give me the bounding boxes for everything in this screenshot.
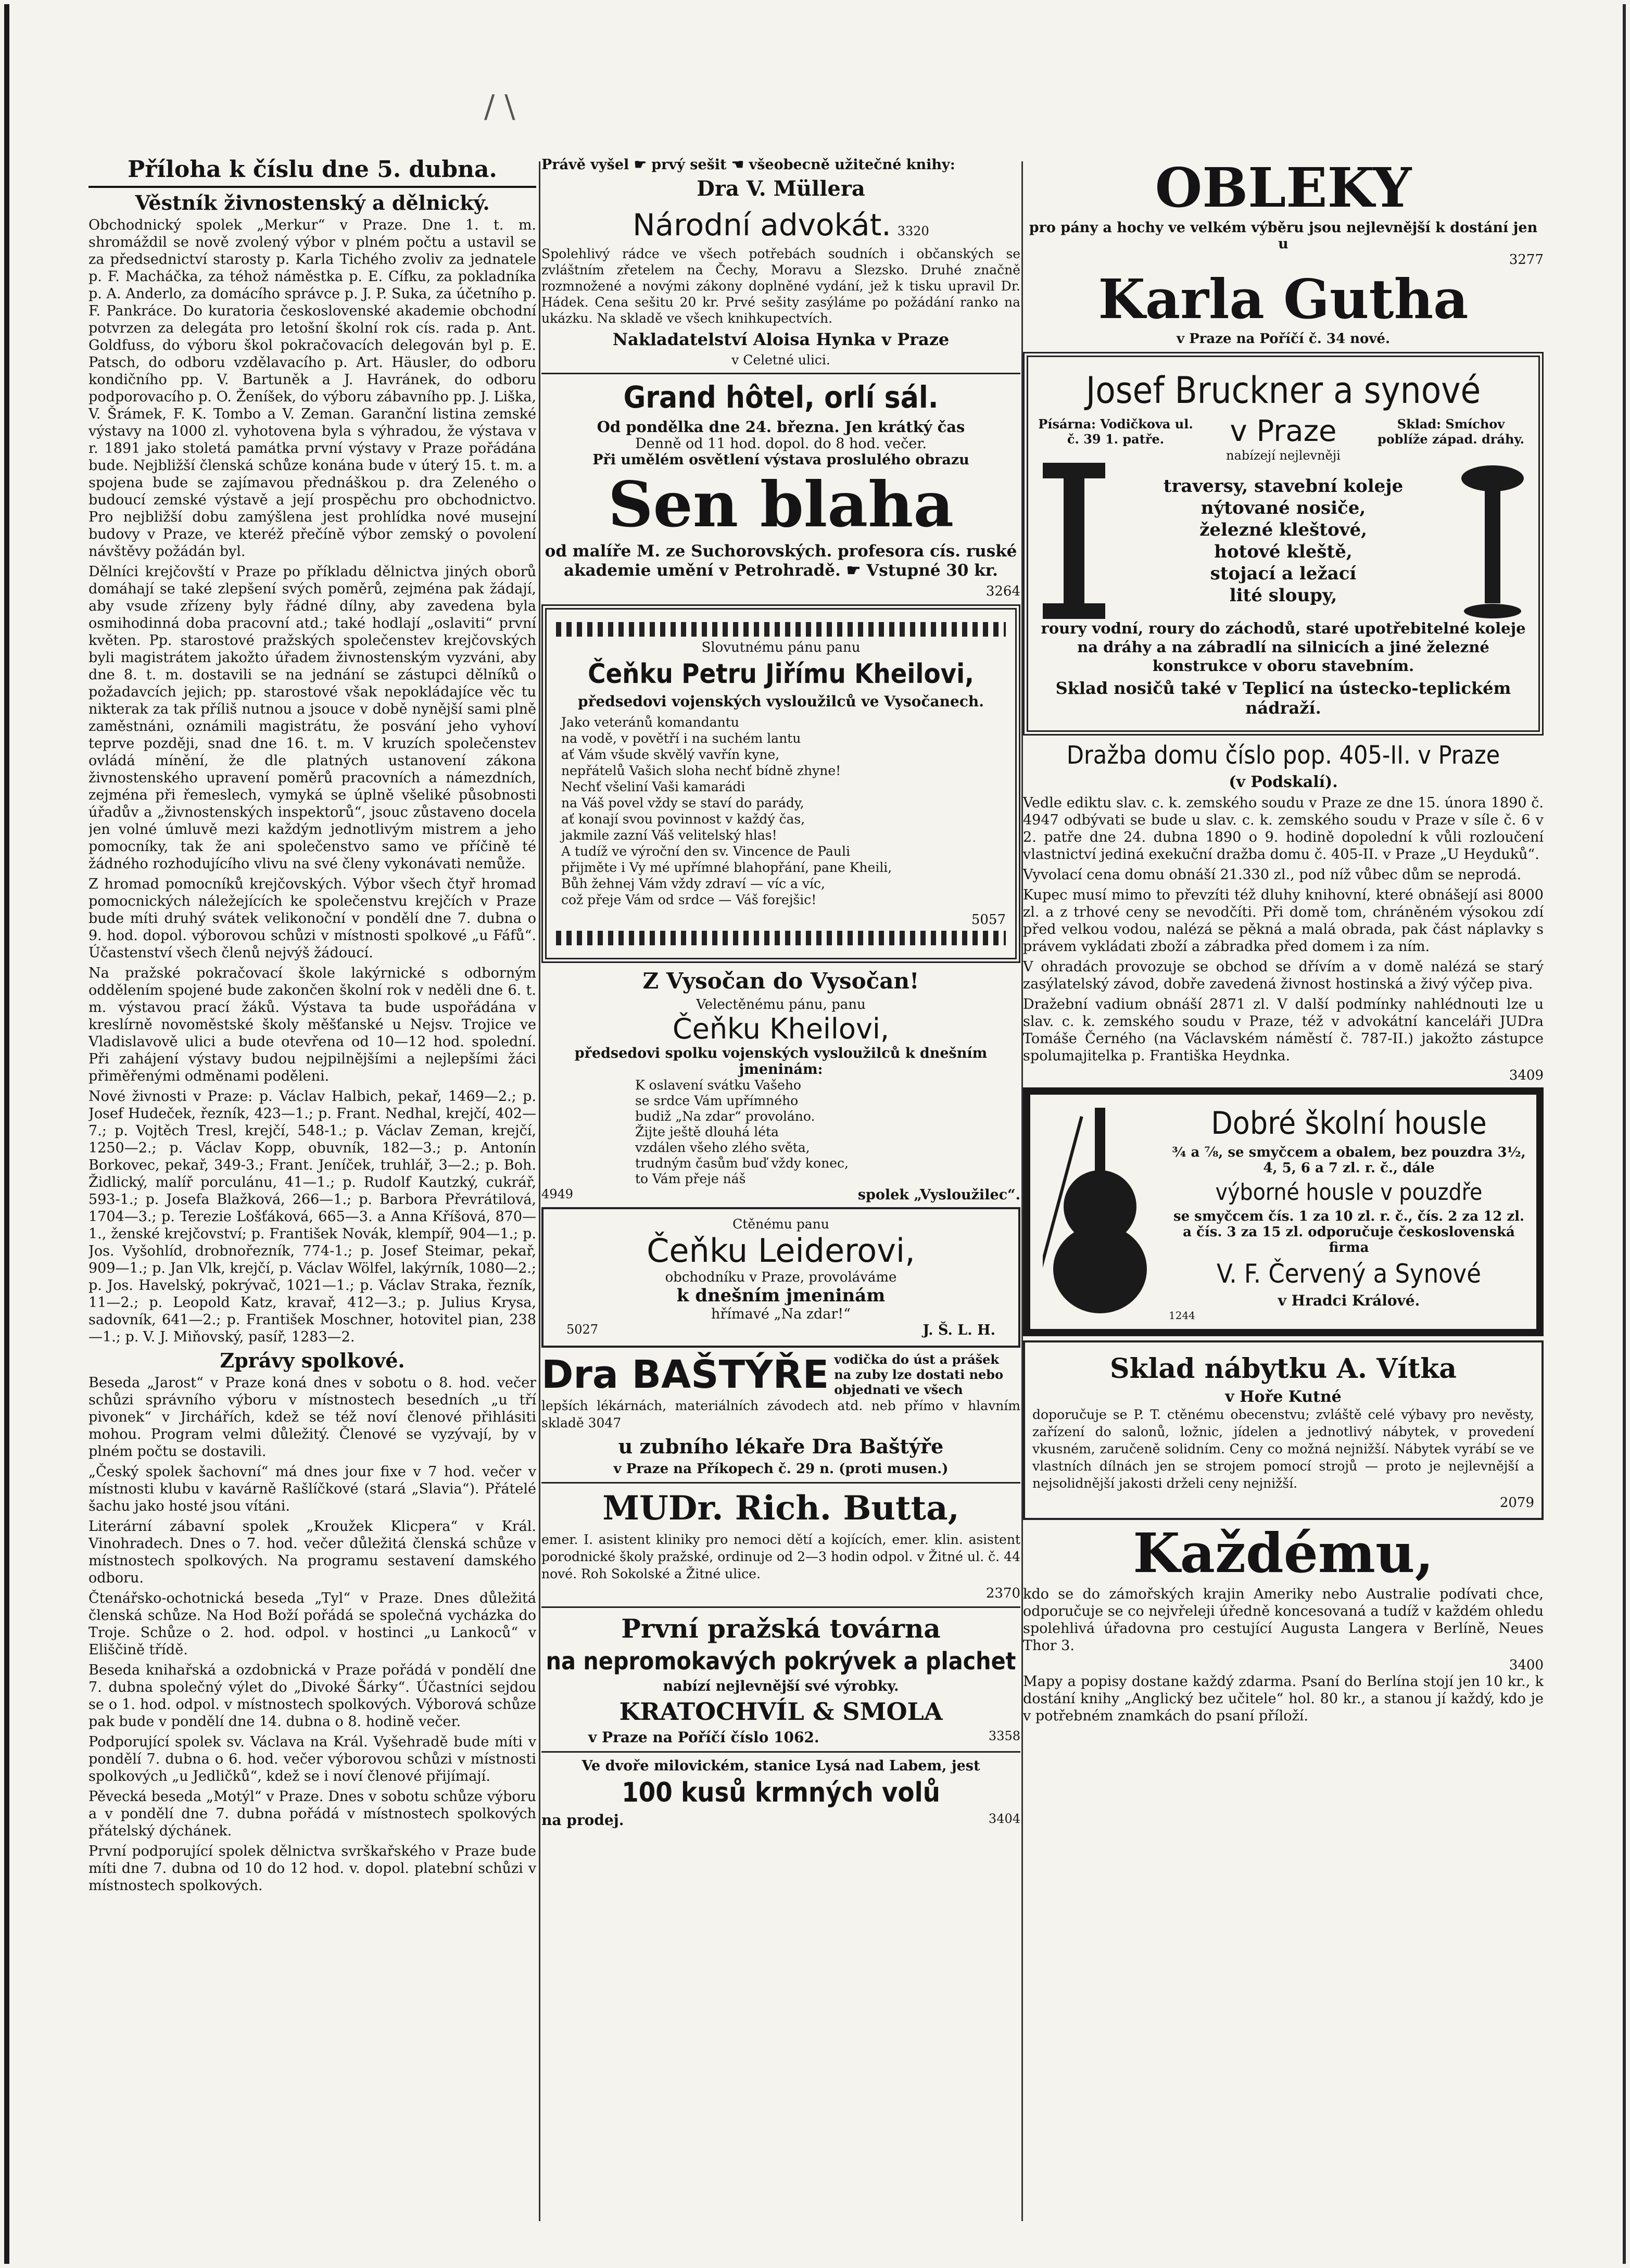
bruckner-name: Josef Bruckner a synové — [1085, 369, 1481, 412]
ad-kazdemu — [1023, 1521, 1544, 1725]
ad-muller — [541, 156, 1020, 368]
auction-number: 3409 — [1509, 1068, 1544, 1083]
auction-p3: Kupec musí mimo to převzíti též dluhy knihovní, které obnášejí asi 8000 zl. a z trhové ceny se nevodčíti. Při domě tom, chráněném výsokou zdí před velkou vodou, nalézá se pěkná a malá obrada, pak část náplavky s právem vykládati zboží a zábradka před domem i za ním. — [1023, 887, 1544, 955]
violin-line-2: výborné housle v pouzdře — [1215, 1179, 1483, 1206]
article-motyl: Pěvecká beseda „Motýl“ v Praze. Dnes v sobotu schůze výboru a v pondělí dne 7. dubna pořádá v místnostech spolkových přátelský dýchánek. — [89, 1789, 536, 1839]
divider — [541, 1606, 1020, 1608]
ad-cattle — [541, 1758, 1020, 1829]
kheil-name: Čeňku Petru Jiřímu Kheilovi, — [588, 658, 974, 690]
column-ads-right — [1023, 156, 1544, 2226]
column-rule-1 — [539, 161, 540, 2221]
kazdemu-title: Každému, — [1133, 1521, 1434, 1585]
article-chess: „Český spolek šachovní“ má dnes jour fixe v 7 hod. večer v místnosti klubu v kavárně Rašlíčkové (stará „Slavia“). Přátelé šachu jako hosté jsou vítáni. — [89, 1464, 536, 1514]
ad-auction — [1023, 741, 1544, 1083]
vysocany-title: Z Vysočan do Vysočan! — [642, 968, 919, 994]
article-tailor-assistants: Z hromad pomocníků krejčovských. Výbor všech čtyř hromad pomocnických náležejících ke společenstvu krejčích v Praze bude míti druhý svátek velikonoční v pondělí dne 7. dubna o 9. hod. dopol. výborovou schůzi v místnosti spolkové „u Fáfů“. Účastenství všech členů nejvýš žádoucí. — [89, 876, 536, 961]
hotel-line-1: Od pondělka dne 24. března. Jen krátký čas — [597, 418, 965, 436]
violin-firm: V. F. Červený a Synové — [1217, 1259, 1481, 1289]
factory-title: První pražská továrna — [621, 1613, 941, 1644]
ad-vitek — [1023, 1340, 1544, 1520]
obleky-title: OBLEKY — [1155, 156, 1412, 220]
hotel-line-2: Denně od 11 hod. dopol. do 8 hod. večer. — [635, 436, 927, 452]
auction-p5: Dražební vadium obnáší 2871 zl. V další podmínky nahlédnouti lze u slav. c. k. zemského soudu v Praze, též v advokátní kanceláři JUDra Tomáše Černého (na Václavském náměstí č. 787-II.) jakožto zástupce spolumajitelka p. Františka Heydnka. — [1023, 996, 1544, 1064]
muller-author: Dra V. Müllera — [697, 176, 865, 201]
bruckner-city: v Praze — [1230, 414, 1337, 448]
ad-violins — [1023, 1087, 1544, 1336]
leider-line-4: hřímavé „Na zdar!“ — [711, 1306, 851, 1322]
obleky-address: v Praze na Poříčí č. 34 nové. — [1176, 331, 1391, 347]
column-news — [89, 156, 536, 2226]
hotel-number: 3264 — [985, 584, 1020, 599]
article-tailors: Dělníci krejčovští v Praze po příkladu dělnictva jiných oborů domáhají se také zlepšení svých poměrů, zejména pak žádají, aby vsude zřízeny byly řádné dílny, aby zavedena byla osmihodinná doba pracovní atd.; také hodlají „oslaviti“ první květen. Pp. starostové pražských společenstev krejčovských byli magistrátem jakožto úřadem živnostenským vyzváni, aby dne 8. t. m. dostavili se na jednání se zástupci dělníků o požadavcích jejich; pp. starostové však nepokládajíce věc tu nikterak za tak příliš nutnou a jsouce v době nynější sami plně zaměstnáni, oznámili magistrátu, že posvání jeho vyhoví teprve později, snad dne 16. t. m. V kruzích společenstev ovládá mínění, že dle platných ustanovení zákona živnostenského upravení poměrů pracovních a námezdních, zejména při řemeslech, vymyká se úplně všeliké působnosti úřadův a „živnostenských inspektorů“, jsouc zůstaveno docela jen volné úmluvě mezi každým jednotlivým mistrem a jeho pomocníky, tak že ani společenstvo samo ve příčině té žádného rozhodujícího vlivu na své členy vykonávati nemůže. — [89, 564, 536, 872]
kazdemu-text-2: Mapy a popisy dostane každý zdarma. Psaní do Berlína stojí jen 10 kr., k dostání knihy „Anglický bez učitele“ hol. 80 kr., a stanou jí každý, kdo je v potřebném znamkách do psaní příloží. — [1023, 1674, 1544, 1724]
muller-number: 3320 — [897, 224, 929, 238]
vysocany-number: 4949 — [541, 1187, 574, 1201]
ad-vysocany — [541, 968, 1020, 1203]
factory-address: v Praze na Poříčí číslo 1062. — [588, 1729, 819, 1746]
violin-title: Dobré školní housle — [1211, 1105, 1487, 1142]
auction-p2: Vyvolací cena domu obnáší 21.330 zl., pod níž vůbec dům se neprodá. — [1023, 867, 1522, 883]
ad-bruckner — [1023, 352, 1544, 736]
muller-text: Spolehlivý rádce ve všech potřebách soudních i občanských se zvláštním zřetelem na Čechy, Moravu a Slezsko. Druhé značně rozmnožené a novými zákony doplněné vydání, jež k tisku upravil Dr. Hádek. Cena sešitu 20 kr. Prvé sešity zasýláme po požádání ranko na ukázku. Na skladě ve všech knihkupectvích. — [541, 246, 1020, 326]
bruckner-store: Sklad: Smíchov poblíže západ. dráhy. — [1377, 416, 1524, 447]
divider — [541, 373, 1020, 374]
muller-street: v Celetné ulici. — [731, 352, 830, 368]
article-new-trades: Nové živnosti v Praze: p. Václav Halbich, pekař, 1469—2.; p. Josef Hudeček, řezník, 423—1.; p. Frant. Nedhal, krejčí, 402—7.; p. Vojtěch Tresl, krejčí, 548-1.; p. Václav Zeman, krejčí, 1250—2.; p. Václav Kopp, obuvník, 182—3.; p. Antonín Borkovec, pekař, 349-3.; Frant. Jeníček, truhlář, 3—2.; p. Boh. Židlický, malíř porculánu, 41—1.; p. Rudolf Kautzký, cukrář, 593-1.; p. Josefa Blažková, 266—1.; p. Barbora Převrátilová, 1704—3.; p. Terezie Lošťáková, 665—3. a Anna Kříšová, 870—1., ženské krejčovství; p. František Novák, klempíř, 904—1.; p. Jos. Vyšohlíd, drobnořezník, 774-1.; p. Josef Steimar, pekař, 909—1.; p. Jan Vlk, krejčí, p. Václav Wölfel, lakýrník, 1080—2.; p. Jos. Havelský, pokrývač, 1021—1.; p. Václav Straka, řezník, 11—2.; p. Leopold Katz, kravař, 412—3.; p. Julius Krysa, sadovník, 641—2.; p. František Moschner, hotovitel pian, 238—1.; p. V. J. Miňovský, pasíř, 1283—2. — [89, 1088, 536, 1345]
violin-city: v Hradci Králové. — [1278, 1292, 1420, 1309]
bastyr-line-2: u zubního lékaře Dra Baštýře — [618, 1435, 944, 1458]
violin-line-1: ¾ a ⅞, se smyčcem a obalem, bez pouzdra 3½, 4, 5, 6 a 7 zl. r. č., dále — [1172, 1145, 1526, 1176]
column-ads-middle — [541, 156, 1020, 2226]
bruckner-text: roury vodní, roury do záchodů, staré upotřebitelné koleje na dráhy a na zábradlí na silnicích a jiné železné konstrukce v oboru stavebním. — [1041, 619, 1526, 675]
cattle-headline: 100 kusů krmných volů — [622, 1777, 940, 1808]
ad-grand-hotel — [541, 379, 1020, 599]
cattle-number: 3404 — [988, 1811, 1020, 1826]
factory-line-1: nabízí nejlevnější své výrobky. — [663, 1678, 899, 1694]
article-lacquer-school: Na pražské pokračovací škole lakýrnické s odborným oddělením spojené bude zakončen školní rok v neděli dne 6. t. m. výstavou prací žáků. Výstava ta bude uspořádána v kreslírně novoměstské školy měšťanské u Nejsv. Trojice ve Vladislavově ulici a bude otevřena od 10—12 hod. spolední. Při zahájení výstavy budou nejpilnějšími a nejlepšími žáci přiměřenými odměnami poděleni. — [89, 965, 536, 1084]
page-mark: / \ — [484, 88, 515, 125]
vysocany-name: Čeňku Kheilovi, — [672, 1012, 890, 1045]
kazdemu-number: 3400 — [1509, 1657, 1544, 1673]
kazdemu-text: kdo se do zámořských krajin Ameriky nebo Australie podívati chce, odporučuje se co nejvřeleji úředně koncesovaná a tudíž v každém ohledu spolehlivá úřadovna pro cestující Augusta Langera v Berlíně, Neues Thor 3. — [1023, 1586, 1544, 1654]
auction-subtitle: (v Podskalí). — [1229, 773, 1338, 791]
greek-key-border — [556, 931, 1006, 945]
obleky-line-1: pro pány a hochy ve velkém výběru jsou nejlevnější k dostání jen u — [1029, 220, 1538, 252]
leider-line-3: k dnešním jmeninám — [676, 1285, 886, 1306]
leider-signature: J. Š. L. H. — [923, 1322, 995, 1338]
vitek-text: doporučuje se P. T. ctěnému obecenstvu; zvláště celé výbavy pro nevěsty, zařízení do salonů, ložnic, jídelen a jednotlivý nábytek, v provedení vkusném, zaručeně solidním. Ceny co možná nejnižší. Nábytek vyrábí se ve vlastních dílnách jen se strojem pomocí strojů — proto je nejlevnější a nejsolidnější jakosti drželi ceny nejnižší. — [1032, 1407, 1534, 1491]
factory-number: 3358 — [988, 1729, 1020, 1743]
bastyr-name: Dra BAŠTÝŘE — [541, 1352, 829, 1397]
bruckner-illustration — [1038, 463, 1529, 619]
hotel-title: Grand hôtel, orlí sál. — [623, 379, 939, 415]
leider-name: Čeňku Leiderovi, — [647, 1232, 915, 1270]
auction-p4: V ohradách provozuje se obchod se dřívím a v domě nalézá se starý zasýlatelský závod, dobře zavedená živnost hostinská a živý výčep piva. — [1023, 959, 1544, 992]
hotel-line-3: Při umělém osvětlení výstava proslulého obrazu — [592, 452, 969, 468]
obleky-name: Karla Gutha — [1098, 267, 1469, 331]
bastyr-side-text: vodička do úst a prášek na zuby lze dostati nebo objednati ve všech — [834, 1352, 1004, 1397]
cattle-line-2: na prodej. — [541, 1811, 624, 1829]
article-klicpera: Literární zábavní spolek „Kroužek Klicpera“ v Král. Vinohradech. Dnes o 7. hod. večer důležitá členská schůze v místnostech spolkových. Na programu sestavení damského odboru. — [89, 1518, 536, 1586]
kheil-number: 5057 — [971, 912, 1006, 928]
vysocany-poem: K oslavení svátku Vašeho se srdce Vám upřímného budiž „Na zdar“ provoláno. Žijte ještě dlouhá léta vzdálen všeho zlého světa, trudným časům buď vždy konec, to Vám přeje náš — [635, 1078, 849, 1186]
violin-number: 1244 — [1169, 1309, 1195, 1322]
greek-key-border — [556, 622, 1006, 637]
vysocany-salutation: Velectěnému pánu, panu — [696, 997, 866, 1012]
article-binders: Beseda knihařská a ozdobnická v Praze pořádá v pondělí dne 7. dubna společný výlet do „Divoké Šárky“. Účastníci sejdou se o 1. hod. odpol. v místnostech spolkových. Výborová schůze pak bude v pondělí dne 14. dubna o 8. hodině večer. — [89, 1662, 536, 1730]
violin-icon — [1043, 1103, 1157, 1321]
auction-p1: Vedle ediktu slav. c. k. zemského soudu v Praze ze dne 15. února 1890 č. 4947 odbývati se bude u slav. c. k. zemského soudu v Praze v síle č. 6 v 2. patře dne 24. dubna 1890 o 9. hodině dopolední k vůli rozloučení vlastnictví jediná exekuční dražba domu č. 405-II. v Praze „U Heyduků“. — [1023, 795, 1544, 863]
vitek-number: 2079 — [1499, 1495, 1534, 1511]
article-tyl: Čtenářsko-ochotnická beseda „Tyl“ v Praze. Dnes důležitá členská schůze. Na Hod Boží pořádá se společná vycházka do Troje. Schůze o 2. hod. odpol. v hostinci „u Lankoců“ v Eliščině třídě. — [89, 1590, 536, 1658]
factory-name: KRATOCHVÍL & SMOLA — [619, 1697, 943, 1726]
vitek-city: v Hoře Kutné — [1225, 1388, 1342, 1406]
factory-subtitle: na nepromokavých pokrývek a plachet — [546, 1647, 1016, 1675]
bruckner-office: Písárna: Vodičkova ul. č. 39 1. patře. — [1038, 416, 1193, 447]
leider-number: 5027 — [566, 1322, 599, 1337]
obleky-number: 3277 — [1509, 252, 1544, 268]
ad-guth — [1023, 156, 1544, 347]
supplement-header: Příloha k číslu dne 5. dubna. — [89, 156, 536, 188]
bastyr-line-3: v Praze na Příkopech č. 29 n. (proti musen.) — [613, 1461, 949, 1477]
kheil-role: předsedovi vojenských vysloužilců ve Vysočanech. — [578, 693, 984, 710]
vysocany-signature: spolek „Vysloužilec“. — [857, 1187, 1020, 1203]
section-title: Věstník živnostenský a dělnický. — [135, 191, 490, 214]
butta-title: MUDr. Rich. Butta, — [602, 1489, 959, 1528]
leider-line-2: obchodníku v Praze, provoláváme — [665, 1270, 897, 1285]
auction-title: Dražba domu číslo pop. 405-II. v Praze — [1066, 741, 1500, 770]
ad-butta — [541, 1489, 1020, 1601]
bruckner-items: traversy, stavební koleje nýtované nosiče, železné kleštové, hotové kleště, stojací a ležací lité sloupy, — [1163, 476, 1404, 606]
violin-line-3: se smyčcem čís. 1 za 10 zl. r. č., čís. 2 za 12 zl. a čís. 3 za 15 zl. odporučuje československá firma — [1173, 1209, 1525, 1256]
bruckner-line-1: nabízejí nejlevněji — [1226, 448, 1341, 463]
sen-blaha-title: Sen blaha — [608, 468, 954, 541]
leider-salutation: Ctěnému panu — [732, 1217, 829, 1232]
article-st-vaclav: Podporující spolek sv. Václava na Král. Vyšehradě bude míti v pondělí 7. dubna o 6. hod. večer výborovou schůzi v místnosti spolkových „u Jedličků“, kdež se i noví členové přijímají. — [89, 1734, 536, 1784]
vitek-title: Sklad nábytku A. Vítka — [1110, 1353, 1457, 1385]
ad-leider — [541, 1207, 1020, 1348]
divider — [541, 1482, 1020, 1484]
bruckner-sklad: Sklad nosičů také v Teplicí na ústecko-teplickém nádraží. — [1055, 678, 1511, 718]
butta-text: emer. I. asistent kliniky pro nemoci dětí a kojících, emer. klin. asistent porodnické školy pražské, ordinuje od 2—3 hodin odpol. v Žitné ul. č. 44 nové. Roh Sokolské a Žitné ulice. — [541, 1532, 1020, 1581]
muller-publisher: Nakladatelství Aloisa Hynka v Praze — [612, 330, 950, 349]
iron-pillar-icon — [1456, 463, 1529, 619]
article-shoemakers: První podporující spolek dělnictva svrškařského v Praze bude míti dne 7. dubna od 10 do 12 hod. v. dopol. platební schůzi v místnostech spolkových. — [89, 1843, 536, 1894]
kheil-poem: Jako veteránů komandantu na vodě, v povětří i na suchém lantu ať Vám všude skvělý vavřín kyne, nepřátelů Vašich sloha nechť bídně zhyne! Nechť všeliní Vaši kamarádi na Váš povel vždy se staví do parády, ať konají svou povinnost v každý čas, jakmile zazní Váš velitelský hlas! A tudíž ve výroční den sv. Vincence de Pauli přijměte i Vy mé upřímné blahopřání, pane Kheili, Bůh žehnej Vám vždy zdraví — víc a víc, což přeje Vám od srdce — Váš forejšic! — [561, 715, 892, 907]
iron-column-icon — [1038, 463, 1110, 619]
subsection-title: Zprávy spolkové. — [220, 1349, 405, 1372]
divider — [541, 1751, 1020, 1753]
kheil-salutation: Slovutnému pánu panu — [701, 640, 861, 655]
vysocany-role: předsedovi spolku vojenských vysloužilců k dnešním jmeninám: — [574, 1045, 988, 1078]
hotel-line-4: od malíře M. ze Suchorovských. profesora cís. ruské akademie umění v Petrohradě. ☛ Vstupné 30 kr. — [545, 542, 1017, 580]
muller-book-title: Národní advokát. — [633, 207, 891, 243]
article-merkur: Obchodnický spolek „Merkur“ v Praze. Dne 1. t. m. shromáždil se nově zvolený výbor v plném počtu a ustavil se za předsednictví starosty p. Karla Tichého zvoliv za jednatele p. F. Macháčka, za téhož náměstka p. E. Cífku, za pokladníka p. A. Anderlo, za domácího správce p. J. P. Suka, za účetního p. F. Pankráce. Do kuratoria československé akademie obchodní potvrzen za delegáta pro letošní školní rok cís. rada p. Ant. Goldfuss, do výboru škol pokračovacích delegován byl p. E. Patsch, do odboru vzdělavacího p. Art. Häusler, do odboru kondičního pp. V. Bartuněk a J. Havránek, do odboru podporovacího p. O. Ženíšek, do výboru zábavního pp. J. Liška, V. Šrámek, F. K. Tombo a V. Zeman. Garanční listina zemské výstavy na 1000 zl. vyhotovena byla s výhradou, že výstava v r. 1891 jako stoletá památka první výstavy v Praze pořádána bude. Nejbližší členská schůze konána bude v úterý 15. t. m. a spojena bude se zajímavou přednáškou p. dra Zeleného o budoucí zemské výstavě a její prospěchu pro obchodnictvo. Pro nejbližší dobu zamýšlena jest prohlídka nové musejní budovy v Praze, ve kteréž přečíně výbor zemský o povolení návštěvy požádán byl. — [89, 217, 536, 560]
butta-number: 2370 — [985, 1586, 1020, 1601]
ad-kheil-greeting — [541, 604, 1020, 963]
muller-intro: Právě vyšel ☛ prvý sešit ☚ všeobecně užitečné knihy: — [541, 157, 955, 173]
bastyr-text: lepších lékárnách, materiálních závodech atd. neb přímo v hlavním skladě 3047 — [541, 1398, 1020, 1430]
cattle-line-1: Ve dvoře milovickém, stanice Lysá nad Labem, jest — [582, 1758, 980, 1774]
ad-kratochvil — [541, 1613, 1020, 1746]
ad-bastyr — [541, 1352, 1020, 1477]
article-jarost: Beseda „Jarost“ v Praze koná dnes v sobotu o 8. hod. večer schůzi správního výboru v místnostech besedních „u tří pivonek“ v Jirchářích, kdež se též noví členové přihlásiti mohou. Program velmi důležitý. Členové se vyzývají, by v plném počtu se dostavili. — [89, 1375, 536, 1460]
